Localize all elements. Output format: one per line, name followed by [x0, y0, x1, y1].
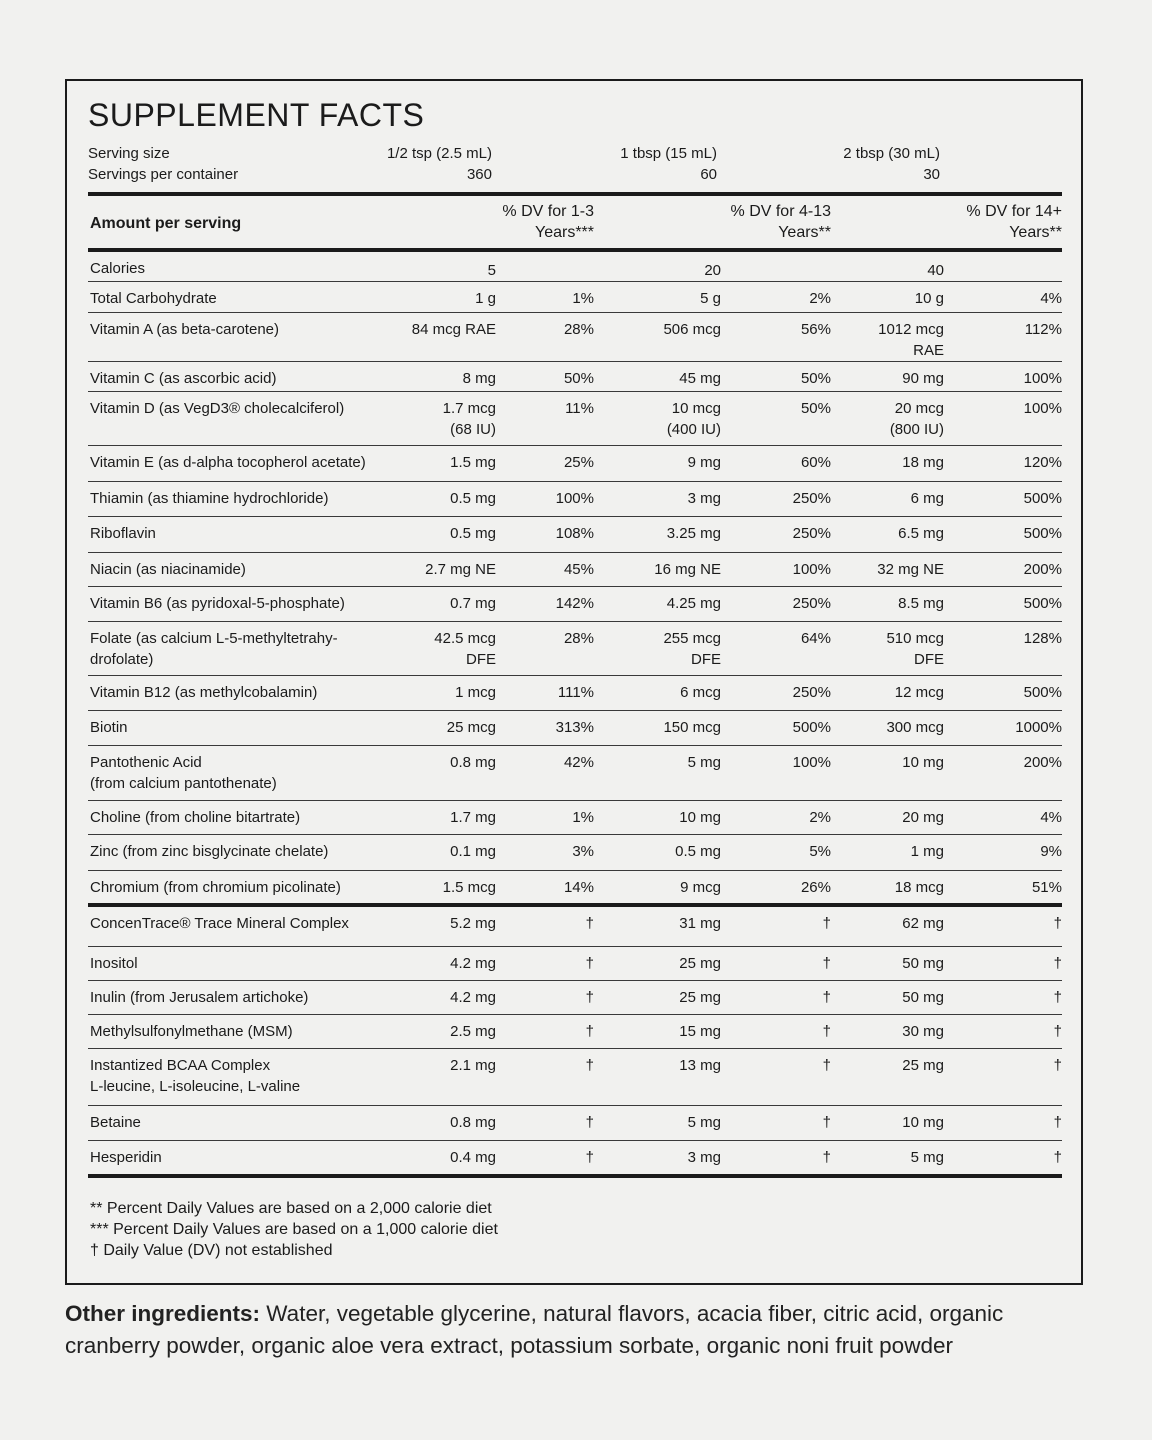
amount-value: 84 mcg RAE [411, 321, 496, 338]
amount-value: 1012 mcg [878, 321, 944, 338]
amount-value: 255 mcg [663, 630, 721, 647]
nutrient-name: Chromium (from chromium picolinate) [90, 879, 341, 896]
amount-value: 62 mg [902, 915, 944, 932]
dv-value: † [1053, 915, 1062, 932]
dv-value: 108% [555, 525, 594, 542]
amount-value: 6.5 mg [898, 525, 944, 542]
amount-value: (800 IU) [889, 421, 944, 438]
dv-14-plus-heading-line2: Years** [1009, 224, 1062, 241]
dv-value: † [585, 1057, 594, 1074]
nutrient-name: Vitamin E (as d-alpha tocopherol acetate) [90, 454, 366, 471]
amount-value: 20 mg [902, 809, 944, 826]
amount-value: 5 mg [910, 1149, 944, 1166]
dv-value: † [1053, 1114, 1062, 1131]
dv-value: † [585, 915, 594, 932]
dv-value: 9% [1040, 843, 1062, 860]
dv-value: 500% [792, 719, 831, 736]
nutrient-row [88, 801, 1062, 835]
dv-value: 26% [800, 879, 831, 896]
amount-value: 5 mg [687, 754, 721, 771]
nutrient-row [88, 587, 1062, 622]
dv-value: 250% [792, 490, 831, 507]
dv-value: 250% [792, 684, 831, 701]
nutrient-row [88, 871, 1062, 907]
servings-count-3: 30 [923, 166, 940, 183]
amount-value: 1.7 mcg [442, 400, 496, 417]
nutrient-name: (from calcium pantothenate) [90, 775, 277, 792]
dv-value: 50% [563, 370, 594, 387]
amount-value: 10 mg [902, 1114, 944, 1131]
dv-value: † [585, 989, 594, 1006]
nutrient-row [88, 1106, 1062, 1141]
dv-1-3-heading-line2: Years*** [534, 224, 594, 241]
amount-value: 1 mg [910, 843, 944, 860]
amount-value: 25 mcg [446, 719, 496, 736]
nutrient-name: Calories [90, 260, 146, 277]
dv-value: † [1053, 989, 1062, 1006]
dv-value: † [1053, 955, 1062, 972]
dv-value: 1000% [1015, 719, 1062, 736]
dv-value: 56% [800, 321, 831, 338]
dv-value: † [822, 989, 831, 1006]
serving-size-3: 2 tbsp (30 mL) [843, 145, 940, 162]
amount-value: 50 mg [902, 989, 944, 1006]
dv-value: 111% [557, 684, 594, 701]
dv-value: † [1053, 1023, 1062, 1040]
nutrient-row [88, 392, 1062, 446]
dv-value: 500% [1023, 525, 1062, 542]
amount-value: DFE [691, 651, 721, 668]
dv-14-plus-heading-line1: % DV for 14+ [966, 203, 1062, 220]
amount-value: 1.7 mg [450, 809, 496, 826]
nutrient-name: Biotin [90, 719, 128, 736]
nutrient-row [88, 482, 1062, 517]
nutrient-name: Choline (from choline bitartrate) [90, 809, 301, 826]
amount-value: 5 g [700, 290, 721, 307]
other-ingredients-text: Water, vegetable glycerine, natural flavors, acacia fiber, citric acid, organic cranberry powder, organic aloe vera extract, potassium sorbate, organic noni fruit powder [65, 1301, 1004, 1358]
nutrient-name: Riboflavin [90, 525, 156, 542]
amount-value: 18 mg [902, 454, 944, 471]
dv-value: 11% [565, 400, 594, 417]
nutrient-row [88, 947, 1062, 981]
amount-value: 18 mcg [894, 879, 944, 896]
dv-value: 2% [809, 809, 831, 826]
serving-size-2: 1 tbsp (15 mL) [620, 145, 717, 162]
dv-value: 500% [1023, 490, 1062, 507]
table-header [88, 199, 1062, 251]
nutrient-row [88, 711, 1062, 746]
nutrient-row [88, 446, 1062, 482]
footnote-1000: *** Percent Daily Values are based on a 1,000 calorie diet [90, 1221, 498, 1238]
amount-value: 5.2 mg [450, 915, 496, 932]
dv-value: † [822, 1114, 831, 1131]
dv-1-3-heading-line1: % DV for 1-3 [502, 203, 594, 220]
nutrient-row [88, 282, 1062, 313]
amount-value: 1.5 mg [450, 454, 496, 471]
amount-value: 30 mg [902, 1023, 944, 1040]
dv-value: 45% [563, 561, 594, 578]
nutrient-name: Pantothenic Acid [90, 754, 202, 771]
amount-value: 1 mcg [455, 684, 496, 701]
amount-value: 10 mg [679, 809, 721, 826]
amount-value: 4.2 mg [450, 955, 496, 972]
nutrient-name: Folate (as calcium L-5-methyltetrahy- [90, 630, 338, 647]
amount-value: 90 mg [902, 370, 944, 387]
amount-value: 42.5 mcg [434, 630, 496, 647]
amount-value: 32 mg NE [877, 561, 944, 578]
nutrient-name: Inulin (from Jerusalem artichoke) [90, 989, 309, 1006]
dv-value: 5% [809, 843, 831, 860]
amount-value: DFE [914, 651, 944, 668]
dv-value: 14% [563, 879, 594, 896]
amount-value: 15 mg [679, 1023, 721, 1040]
dv-value: 100% [792, 561, 831, 578]
divider-thick-top [88, 192, 1062, 196]
dv-4-13-heading-line1: % DV for 4-13 [730, 203, 831, 220]
amount-value: 2.5 mg [450, 1023, 496, 1040]
amount-value: 3.25 mg [666, 525, 721, 542]
nutrient-row [88, 1049, 1062, 1106]
dv-value: 500% [1023, 684, 1062, 701]
amount-value: 10 mcg [671, 400, 721, 417]
amount-value: 510 mcg [886, 630, 944, 647]
nutrient-name: Vitamin B6 (as pyridoxal-5-phosphate) [90, 595, 345, 612]
amount-value: 0.1 mg [450, 843, 496, 860]
dv-4-13-heading-line2: Years** [778, 224, 831, 241]
amount-value: 5 mg [687, 1114, 721, 1131]
amount-value: 2.1 mg [450, 1057, 496, 1074]
amount-value: 1.5 mcg [442, 879, 496, 896]
servings-per-container-label: Servings per container [88, 166, 239, 183]
amount-value: 0.5 mg [450, 525, 496, 542]
dv-value: 60% [800, 454, 831, 471]
amount-value: 2.7 mg NE [425, 561, 496, 578]
nutrient-name: Hesperidin [90, 1149, 162, 1166]
amount-value: DFE [466, 651, 496, 668]
dv-value: † [1053, 1149, 1062, 1166]
amount-value: 5 [487, 262, 496, 279]
servings-count-1: 360 [466, 166, 492, 183]
supplement-facts-panel [65, 79, 1083, 1285]
amount-value: 50 mg [902, 955, 944, 972]
nutrient-name: Total Carbohydrate [90, 290, 217, 307]
nutrient-name: drofolate) [90, 651, 154, 668]
nutrient-name: ConcenTrace® Trace Mineral Complex [90, 915, 349, 932]
amount-value: 25 mg [679, 989, 721, 1006]
serving-size-label: Serving size [88, 145, 170, 162]
amount-value: 6 mg [910, 490, 944, 507]
nutrient-name: Inositol [90, 955, 138, 972]
nutrient-name: Vitamin B12 (as methylcobalamin) [90, 684, 318, 701]
nutrient-name: Niacin (as niacinamide) [90, 561, 246, 578]
servings-count-2: 60 [700, 166, 717, 183]
dv-value: 112% [1024, 321, 1062, 338]
nutrient-name: Zinc (from zinc bisglycinate chelate) [90, 843, 329, 860]
dv-value: 500% [1023, 595, 1062, 612]
dv-value: † [822, 955, 831, 972]
nutrient-row [88, 622, 1062, 676]
nutrient-row [88, 835, 1062, 871]
dv-value: 4% [1040, 290, 1062, 307]
other-ingredients [65, 1298, 1085, 1362]
dv-value: † [585, 1114, 594, 1131]
amount-value: 0.5 mg [450, 490, 496, 507]
dv-value: 42% [563, 754, 594, 771]
dv-value: 4% [1040, 809, 1062, 826]
amount-value: 20 mcg [894, 400, 944, 417]
nutrient-row [88, 981, 1062, 1015]
nutrient-row [88, 553, 1062, 587]
dv-value: 250% [792, 525, 831, 542]
nutrient-name: Betaine [90, 1114, 141, 1131]
amount-value: 3 mg [687, 1149, 721, 1166]
nutrient-row [88, 907, 1062, 947]
servings-per-container-row [88, 166, 1058, 187]
amount-value: 506 mcg [663, 321, 721, 338]
amount-value: 0.5 mg [675, 843, 721, 860]
amount-value: 40 [927, 262, 944, 279]
amount-value: 6 mcg [680, 684, 721, 701]
dv-value: 64% [800, 630, 831, 647]
dv-value: 51% [1031, 879, 1062, 896]
amount-value: RAE [913, 342, 944, 359]
amount-value: 20 [704, 262, 721, 279]
dv-value: 200% [1023, 754, 1062, 771]
dv-value: 250% [792, 595, 831, 612]
footnotes [90, 1198, 498, 1261]
nutrient-name: Vitamin C (as ascorbic acid) [90, 370, 277, 387]
amount-value: 16 mg NE [654, 561, 721, 578]
dv-value: 100% [792, 754, 831, 771]
dv-value: 1% [572, 290, 594, 307]
amount-value: 0.8 mg [450, 754, 496, 771]
dv-value: † [585, 1149, 594, 1166]
dv-value: 25% [563, 454, 594, 471]
footnote-dagger: † Daily Value (DV) not established [90, 1242, 333, 1259]
nutrient-name: Thiamin (as thiamine hydrochloride) [90, 490, 329, 507]
amount-value: 9 mcg [680, 879, 721, 896]
amount-value: 9 mg [687, 454, 721, 471]
dv-value: † [822, 1057, 831, 1074]
dv-value: 142% [555, 595, 594, 612]
dv-value: † [585, 1023, 594, 1040]
amount-value: 45 mg [679, 370, 721, 387]
dv-value: 28% [563, 321, 594, 338]
serving-size-1: 1/2 tsp (2.5 mL) [386, 145, 492, 162]
dv-value: 313% [555, 719, 594, 736]
amount-value: 10 g [914, 290, 944, 307]
amount-value: 0.8 mg [450, 1114, 496, 1131]
dv-value: † [822, 915, 831, 932]
amount-value: 4.2 mg [450, 989, 496, 1006]
amount-per-serving-label: Amount per serving [90, 215, 242, 232]
amount-value: 0.7 mg [450, 595, 496, 612]
dv-value: 200% [1023, 561, 1062, 578]
dv-value: 100% [1023, 400, 1062, 417]
dv-value: 50% [800, 400, 831, 417]
dv-value: 100% [1023, 370, 1062, 387]
nutrient-name: Vitamin D (as VegD3® cholecalciferol) [90, 400, 345, 417]
amount-value: (400 IU) [666, 421, 721, 438]
nutrient-name: Vitamin A (as beta-carotene) [90, 321, 279, 338]
nutrient-row [88, 1141, 1062, 1178]
amount-value: 13 mg [679, 1057, 721, 1074]
dv-value: 120% [1023, 454, 1062, 471]
panel-title: SUPPLEMENT FACTS [88, 97, 425, 133]
dv-value: † [822, 1149, 831, 1166]
nutrient-name: Instantized BCAA Complex [90, 1057, 271, 1074]
nutrient-row [88, 746, 1062, 801]
amount-value: 150 mcg [663, 719, 721, 736]
amount-value: 31 mg [679, 915, 721, 932]
nutrient-row [88, 313, 1062, 362]
dv-value: † [1053, 1057, 1062, 1074]
nutrient-row [88, 517, 1062, 553]
nutrient-row [88, 362, 1062, 392]
amount-value: 4.25 mg [666, 595, 721, 612]
amount-value: 3 mg [687, 490, 721, 507]
dv-value: † [585, 955, 594, 972]
amount-value: 25 mg [679, 955, 721, 972]
dv-value: 2% [809, 290, 831, 307]
nutrient-row [88, 676, 1062, 711]
nutrient-row [88, 1015, 1062, 1049]
amount-value: 12 mcg [894, 684, 944, 701]
amount-value: 8 mg [462, 370, 496, 387]
nutrient-name: Methylsulfonylmethane (MSM) [90, 1023, 293, 1040]
dv-value: 128% [1023, 630, 1062, 647]
serving-size-row [88, 145, 1058, 166]
amount-value: 0.4 mg [450, 1149, 496, 1166]
dv-value: 28% [563, 630, 594, 647]
nutrient-row [88, 252, 1062, 282]
amount-value: 300 mcg [886, 719, 944, 736]
dv-value: 1% [572, 809, 594, 826]
dv-value: 100% [555, 490, 594, 507]
amount-value: 1 g [475, 290, 496, 307]
footnote-2000: ** Percent Daily Values are based on a 2,000 calorie diet [90, 1200, 492, 1217]
amount-value: (68 IU) [450, 421, 496, 438]
nutrient-name: L-leucine, L-isoleucine, L-valine [90, 1078, 301, 1095]
other-ingredients-label: Other ingredients: [65, 1301, 261, 1326]
dv-value: 3% [572, 843, 594, 860]
amount-value: 8.5 mg [898, 595, 944, 612]
amount-value: 25 mg [902, 1057, 944, 1074]
amount-value: 10 mg [902, 754, 944, 771]
dv-value: 50% [800, 370, 831, 387]
dv-value: † [822, 1023, 831, 1040]
